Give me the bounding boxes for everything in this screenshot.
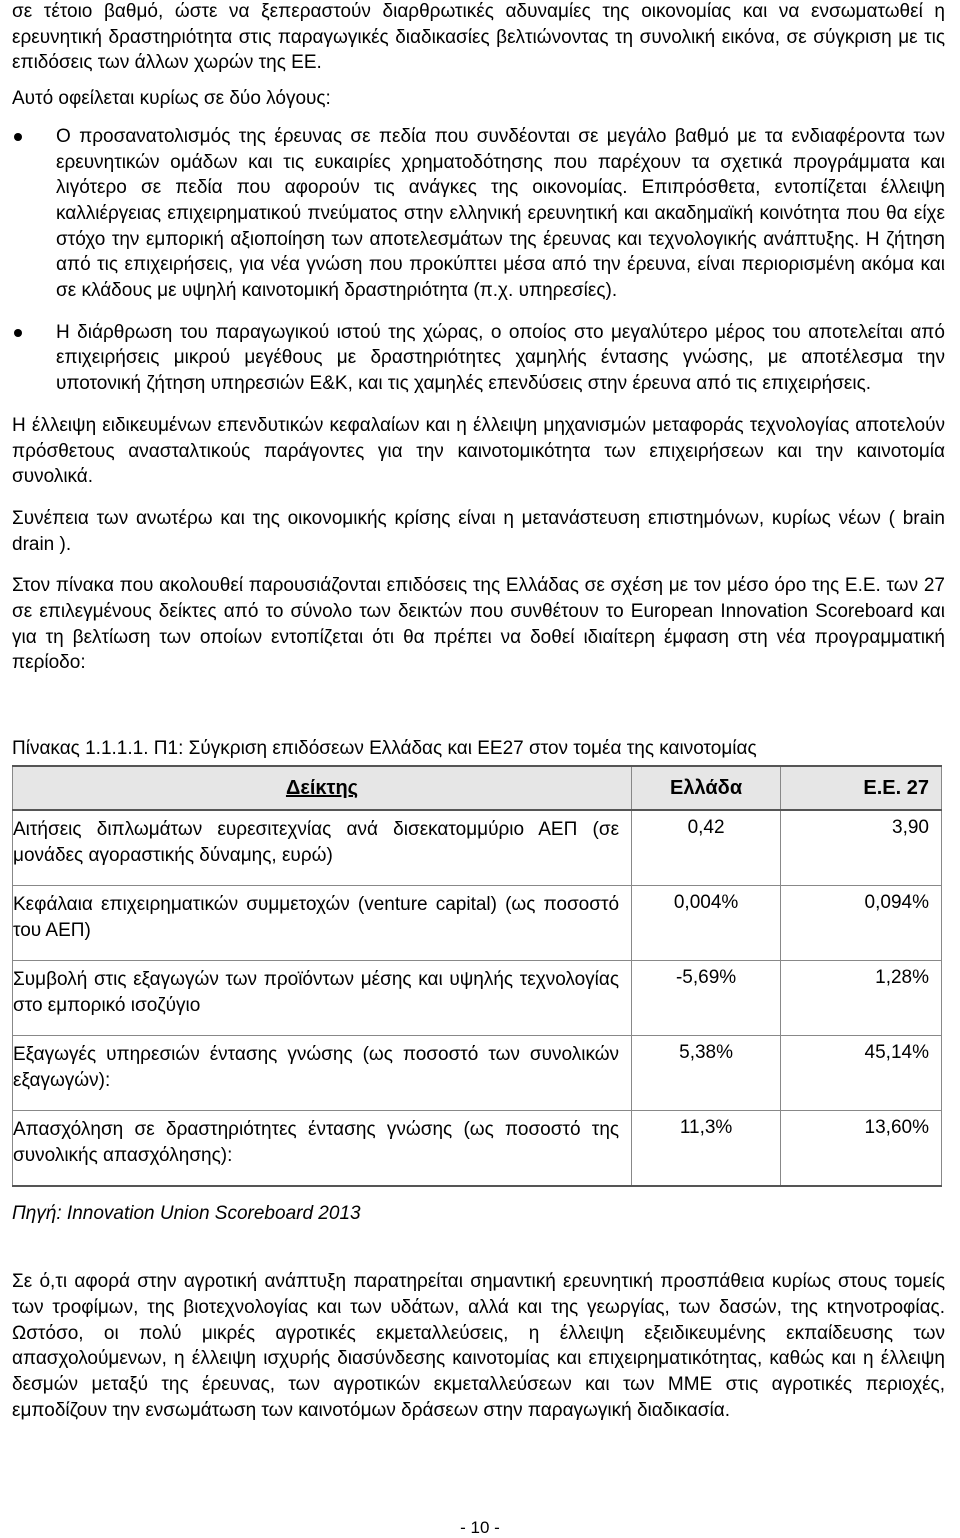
table-caption: Πίνακας 1.1.1.1. Π1: Σύγκριση επιδόσεων Ελλάδας και ΕΕ27 στον τομέα της καινοτομίας (12, 738, 757, 760)
paragraph-table-intro: Στον πίνακα που ακολουθεί παρουσιάζονται επιδόσεις της Ελλάδας σε σχέση με τον μέσο όρο της Ε.Ε. των 27 σε επιλεγμένους δείκτες από το σύνολο των δεικτών που συνθέτουν το European Innovation Scoreboard και για τη βελτίωση των οποίων εντοπίζεται ότι θα πρέπει να δοθεί ιδιαίτερη έμφαση στη νέα προγραμματική περίοδο: (12, 575, 945, 674)
bullet-icon (14, 329, 22, 337)
table-header-row (13, 766, 942, 810)
table-row (13, 1111, 942, 1187)
greece-value-cell: 0,004% (632, 886, 781, 961)
table-row (13, 961, 942, 1036)
eu-value-cell: 13,60% (781, 1111, 942, 1187)
indicator-cell: Αιτήσεις διπλωμάτων ευρεσιτεχνίας ανά δισεκατομμύριο ΑΕΠ (σε μονάδες αγοραστικής δύναμης, ευρώ) (13, 810, 632, 886)
paragraph-intro: Αυτό οφείλεται κυρίως σε δύο λόγους: (12, 88, 331, 110)
paragraph-agriculture: Σε ό,τι αφορά στην αγροτική ανάπτυξη παρατηρείται σημαντική ερευνητική προσπάθεια κυρίως στους τομείς των τροφίμων, της βιοτεχνολογίας και των υδάτων, αλλά και της γεωργίας, των δασών, της κτηνοτροφίας. Ωστόσο, οι πολύ μικρές αγροτικές εκμεταλλεύσεις, η έλλειψη εξειδικευμένης εκπαίδευσης των απασχολούμενων, η έλλειψη ισχυρής διασύνδεσης καινοτομίας και επιχειρηματικότητας, καθώς και η έλλειψη δεσμών μεταξύ της έρευνας, των αγροτικών εκμεταλλεύσεων και των ΜΜΕ στις αγροτικές περιοχές, εμποδίζουν την ενσωμάτωση των καινοτόμων δράσεων στην παραγωγική διαδικασία. (12, 1271, 945, 1421)
innovation-comparison-table (12, 765, 942, 1187)
page-number: - 10 - (460, 1518, 500, 1537)
table-row (13, 1036, 942, 1111)
bullet-icon (14, 133, 22, 141)
greece-value-cell: 5,38% (632, 1036, 781, 1111)
greece-value-cell: -5,69% (632, 961, 781, 1036)
paragraph-capital: Η έλλειψη ειδικευμένων επενδυτικών κεφαλαίων και η έλλειψη μηχανισμών μεταφοράς τεχνολογίας αποτελούν πρόσθετους ανασταλτικούς παράγοντες για την καινοτομικότητα των επιχειρήσεων και την καινοτομία συνολικά. (12, 414, 945, 488)
paragraph-brain-drain: Συνέπεια των ανωτέρω και της οικονομικής κρίσης είναι η μετανάστευση επιστημόνων, κυρίως νέων ( brain drain ). (12, 507, 945, 555)
eu-value-cell: 1,28% (781, 961, 942, 1036)
reasons-list (12, 124, 945, 397)
paragraph-top: σε τέτοιο βαθμό, ώστε να ξεπεραστούν διαρθρωτικές αδυναμίες της οικονομίας και να ενσωματωθεί η ερευνητική δραστηριότητα στις παραγωγικές διαδικασίες βελτιώνοντας τη συνολική εικόνα, σε σύγκριση με τις επιδόσεις των άλλων χωρών της ΕΕ. (12, 1, 945, 74)
header-indicator: Δείκτης (13, 766, 632, 810)
table-source: Πηγή: Innovation Union Scoreboard 2013 (12, 1203, 361, 1225)
indicator-cell: Απασχόληση σε δραστηριότητες έντασης γνώσης (ως ποσοστό της συνολικής απασχόλησης): (13, 1111, 632, 1187)
table-row (13, 810, 942, 886)
eu-value-cell: 45,14% (781, 1036, 942, 1111)
list-item (12, 124, 945, 304)
list-item-text: Η διάρθρωση του παραγωγικού ιστού της χώρας, ο οποίος στο μεγαλύτερο μέρος του αποτελείται από επιχειρήσεις μικρού μεγέθους με δραστηριότητες χαμηλής έντασης γνώσης, με αποτέλεσμα την υποτονική ζήτηση υπηρεσιών Ε&Κ, και τις χαμηλές επενδύσεις στην έρευνα από τις επιχειρήσεις. (56, 321, 945, 395)
list-item (12, 320, 945, 397)
indicator-cell: Συμβολή στις εξαγωγών των προϊόντων μέσης και υψηλής τεχνολογίας στο εμπορικό ισοζύγιο (13, 961, 632, 1036)
eu-value-cell: 3,90 (781, 810, 942, 886)
header-eu27: Ε.Ε. 27 (781, 766, 942, 810)
indicator-cell: Εξαγωγές υπηρεσιών έντασης γνώσης (ως ποσοστό των συνολικών εξαγωγών): (13, 1036, 632, 1111)
document-page (12, 0, 945, 1423)
list-item-text: Ο προσανατολισμός της έρευνας σε πεδία που συνδέονται σε μεγάλο βαθμό με τα ενδιαφέροντα των ερευνητικών ομάδων και τις ευκαιρίες χρηματοδότησης που παρέχουν τα σχετικά προγράμματα και λιγότερο σε πεδία που αφορούν τις ανάγκες της οικονομίας. Επιπρόσθετα, εντοπίζεται έλλειψη καλλιέργειας επιχειρηματικού πνεύματος στην ελληνική ερευνητική και ακαδημαϊκή κοινότητα που θα είχε στόχο την εμπορική αξιοποίηση των αποτελεσμάτων της έρευνας και τεχνολογικής ανάπτυξης. Η ζήτηση από τις επιχειρήσεις, για νέα γνώση που προκύπτει μέσα από την έρευνα, είναι περιορισμένη ακόμα και σε κλάδους με υψηλή καινοτομική δραστηριότητα (π.χ. υπηρεσίες). (56, 125, 945, 302)
greece-value-cell: 11,3% (632, 1111, 781, 1187)
greece-value-cell: 0,42 (632, 810, 781, 886)
indicator-cell: Κεφάλαια επιχειρηματικών συμμετοχών (venture capital) (ως ποσοστό του ΑΕΠ) (13, 886, 632, 961)
table-row (13, 886, 942, 961)
header-greece: Ελλάδα (632, 766, 781, 810)
eu-value-cell: 0,094% (781, 886, 942, 961)
